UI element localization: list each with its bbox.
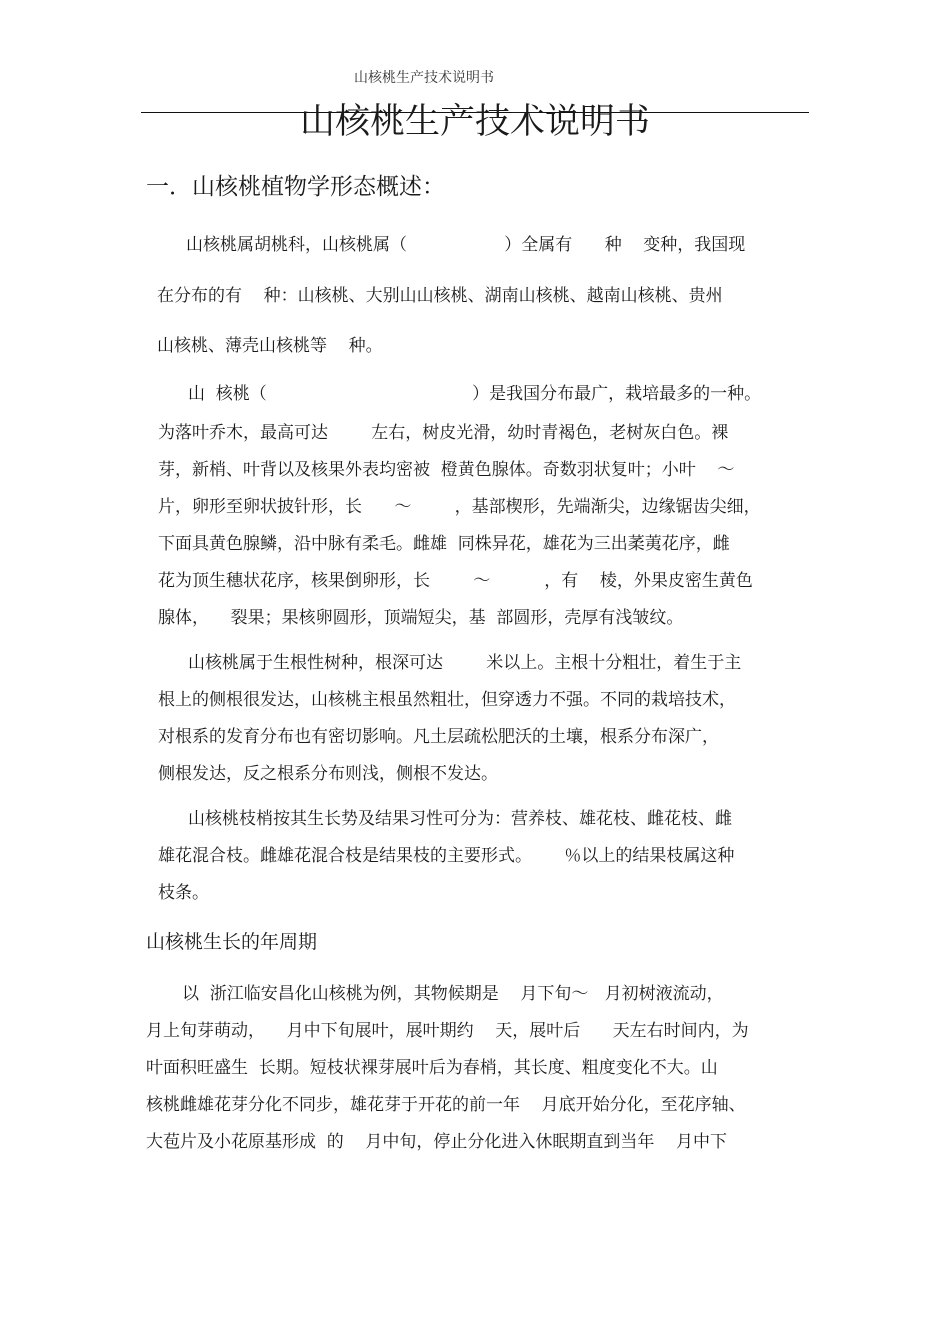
paragraph-line: 花为顶生穗状花序，核果倒卵形，长 ～ ，有 棱，外果皮密生黄色 [158,571,753,591]
section-heading-annual-cycle: 山核桃生长的年周期 [146,931,318,953]
paragraph-line: 山 核桃（ ）是我国分布最广，栽培最多的一种。 [188,384,762,404]
paragraph-line: 腺体， 裂果；果核卵圆形，顶端短尖，基 部圆形，壳厚有浅皱纹。 [158,608,684,628]
paragraph-line: 山核桃属于生根性树种，根深可达 米以上。主根十分粗壮，着生于主 [188,653,742,673]
paragraph-line: 以 浙江临安昌化山核桃为例，其物候期是 月下旬～ 月初树液流动， [182,984,724,1004]
paragraph-line: 山核桃枝梢按其生长势及结果习性可分为：营养枝、雄花枝、雌花枝、雌 [188,809,732,829]
paragraph-line: 叶面积旺盛生 长期。短枝状裸芽展叶后为春梢，其长度、粗度变化不大。山 [146,1058,718,1078]
paragraph-line: 下面具黄色腺鳞，沿中脉有柔毛。雌雄 同株异花，雄花为三出葇荑花序，雌 [158,534,730,554]
running-header: 山核桃生产技术说明书 [354,70,494,86]
paragraph-line: 在分布的有 种：山核桃、大别山山核桃、湖南山核桃、越南山核桃、贵州 [157,286,723,306]
paragraph-line: 对根系的发育分布也有密切影响。凡土层疏松肥沃的土壤，根系分布深广， [158,727,719,747]
paragraph-line: 月上旬芽萌动， 月中下旬展叶，展叶期约 天，展叶后 天左右时间内，为 [146,1021,749,1041]
document-title: 山核桃生产技术说明书 [299,102,650,142]
paragraph-line: 芽，新梢、叶背以及核果外表均密被 橙黄色腺体。奇数羽状复叶；小叶 ～ [158,460,735,480]
paragraph-line: 枝条。 [158,883,209,903]
paragraph-line: 山核桃、薄壳山核桃等 种。 [157,336,383,356]
paragraph-line: 根上的侧根很发达，山核桃主根虽然粗壮，但穿透力不强。不同的栽培技术， [158,690,736,710]
paragraph-line: 侧根发达，反之根系分布则浅，侧根不发达。 [158,764,498,784]
paragraph-line: 雄花混合枝。雌雄花混合枝是结果枝的主要形式。 ％以上的结果枝属这种 [158,846,735,866]
paragraph-line: 为落叶乔木，最高可达 左右，树皮光滑，幼时青褐色，老树灰白色。裸 [158,423,729,443]
paragraph-line: 核桃雌雄花芽分化不同步，雄花芽于开花的前一年 月底开始分化，至花序轴、 [146,1095,746,1115]
paragraph-line: 山核桃属胡桃科，山核桃属（ ）全属有 种 变种，我国现 [186,235,746,255]
paragraph-line: 大苞片及小花原基形成 的 月中旬，停止分化进入休眠期直到当年 月中下 [146,1132,728,1152]
section-heading-morphology: 一．山核桃植物学形态概述： [146,174,445,200]
paragraph-line: 片，卵形至卵状披针形，长 ～ ，基部楔形，先端渐尖，边缘锯齿尖细， [158,497,761,517]
